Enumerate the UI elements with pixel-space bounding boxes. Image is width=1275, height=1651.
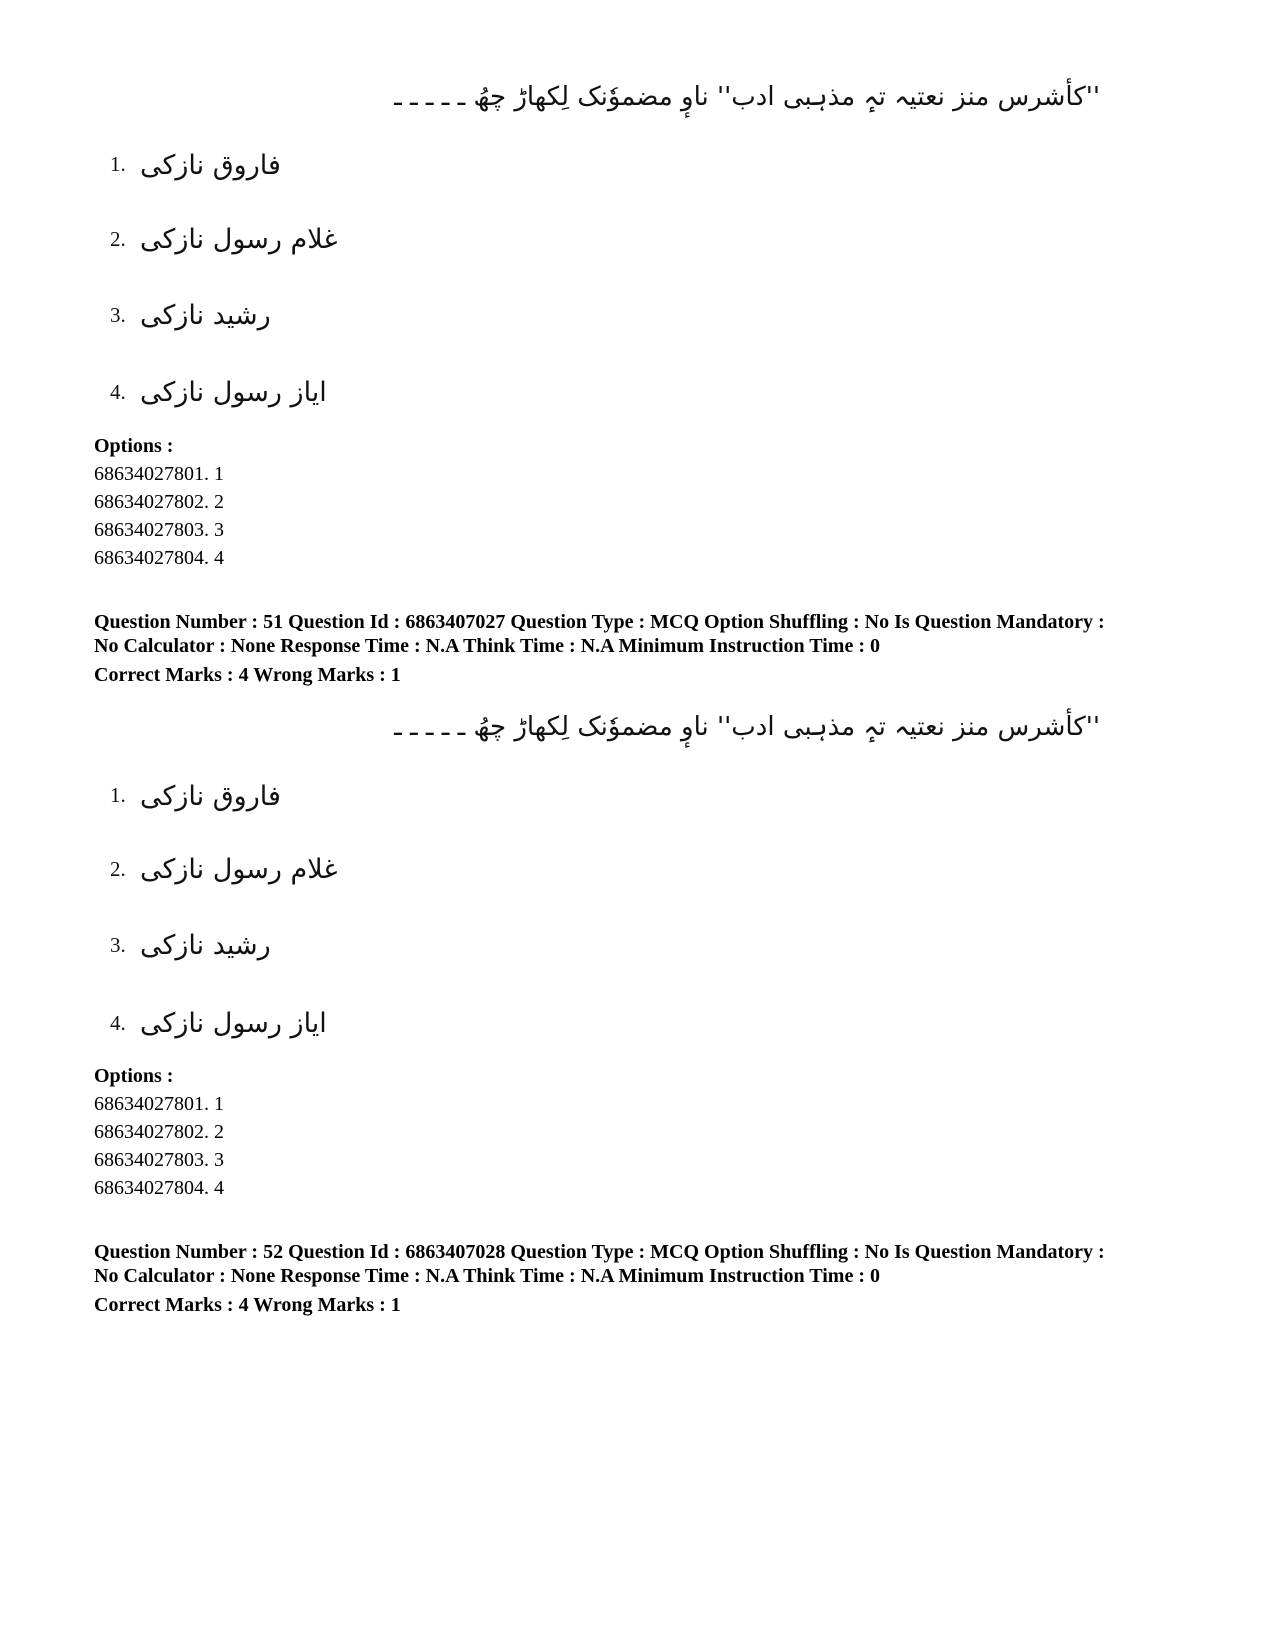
answer-number: 2. bbox=[110, 857, 126, 881]
option-item: 68634027803. 3 bbox=[94, 1149, 224, 1171]
question-meta-line: No Calculator : None Response Time : N.A Think Time : N.A Minimum Instruction Time : 0 bbox=[94, 635, 880, 657]
option-item: 68634027802. 2 bbox=[94, 491, 224, 513]
option-item: 68634027803. 3 bbox=[94, 519, 224, 541]
options-label: Options : bbox=[94, 1065, 174, 1087]
options-label: Options : bbox=[94, 435, 174, 457]
answer-text: غلام رسول نازکی bbox=[140, 854, 338, 885]
option-item: 68634027804. 4 bbox=[94, 1177, 224, 1199]
question-52-header bbox=[94, 1240, 1214, 1317]
answer-text: ایاز رسول نازکی bbox=[140, 377, 327, 408]
answer-number: 1. bbox=[110, 152, 126, 176]
answer-number: 2. bbox=[110, 227, 126, 251]
answer-number: 1. bbox=[110, 783, 126, 807]
question-marks: Correct Marks : 4 Wrong Marks : 1 bbox=[94, 1294, 401, 1316]
question-meta-line: No Calculator : None Response Time : N.A Think Time : N.A Minimum Instruction Time : 0 bbox=[94, 1265, 880, 1287]
answer-text: فاروق نازکی bbox=[140, 150, 281, 181]
option-item: 68634027801. 1 bbox=[94, 463, 224, 485]
answer-text: فاروق نازکی bbox=[140, 781, 281, 812]
answer-text: غلام رسول نازکی bbox=[140, 224, 338, 255]
question-meta-line: Question Number : 51 Question Id : 6863407027 Question Type : MCQ Option Shuffling : No Is Question Mandatory : bbox=[94, 611, 1105, 633]
answer-number: 4. bbox=[110, 380, 126, 404]
question-meta-line: Question Number : 52 Question Id : 6863407028 Question Type : MCQ Option Shuffling : No Is Question Mandatory : bbox=[94, 1241, 1105, 1263]
option-item: 68634027804. 4 bbox=[94, 547, 224, 569]
answer-number: 4. bbox=[110, 1011, 126, 1035]
answer-text: رشید نازکی bbox=[140, 930, 271, 961]
question-51-header bbox=[94, 610, 1214, 687]
question-stem-urdu: ''کأشرس منز نعتیہ تہٕ مذہبی ادب'' ناوٕ مضموٗنک لِکھاڑ چھُ ـ ـ ـ ـ ـ bbox=[394, 82, 1100, 112]
question-marks: Correct Marks : 4 Wrong Marks : 1 bbox=[94, 664, 401, 686]
options-block bbox=[94, 1062, 224, 1202]
answer-text: رشید نازکی bbox=[140, 300, 271, 331]
options-block bbox=[94, 432, 224, 572]
answer-number: 3. bbox=[110, 933, 126, 957]
option-item: 68634027802. 2 bbox=[94, 1121, 224, 1143]
question-stem-urdu: ''کأشرس منز نعتیہ تہٕ مذہبی ادب'' ناوٕ مضموٗنک لِکھاڑ چھُ ـ ـ ـ ـ ـ bbox=[394, 712, 1100, 742]
answer-number: 3. bbox=[110, 303, 126, 327]
option-item: 68634027801. 1 bbox=[94, 1093, 224, 1115]
answer-text: ایاز رسول نازکی bbox=[140, 1008, 327, 1039]
